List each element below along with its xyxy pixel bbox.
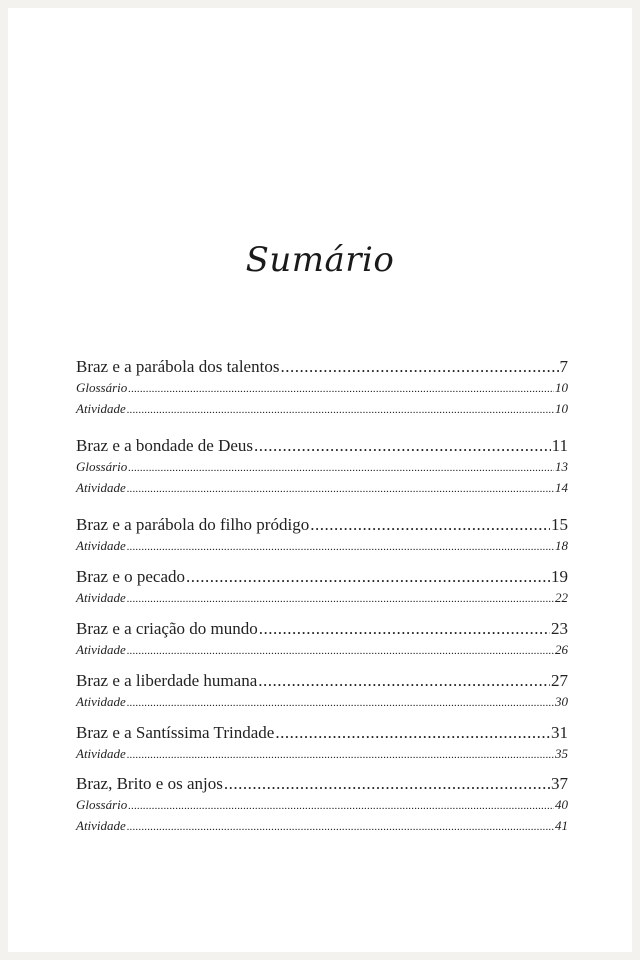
- toc-chapter-entry-label: Braz e a Santíssima Trindade: [76, 723, 275, 742]
- toc-sub-entry-page-number: 41: [555, 818, 568, 833]
- toc-sub-entry: [76, 458, 568, 476]
- dot-leader: [127, 693, 554, 712]
- toc-sub-entry-page-number: 26: [555, 642, 568, 657]
- dot-leader: [254, 435, 551, 457]
- toc-chapter-entry-label: Braz, Brito e os anjos: [76, 774, 223, 793]
- toc-sub-entry-page-number: 30: [555, 694, 568, 709]
- toc-sub-entry-page-number: 40: [555, 797, 568, 812]
- toc-chapter-entry-label: Braz e a bondade de Deus: [76, 436, 254, 455]
- toc-sub-entry-label: Atividade: [76, 818, 126, 833]
- toc-sub-entry-page-number: 14: [555, 480, 568, 495]
- toc-chapter-entry-label: Braz e a criação do mundo: [76, 619, 258, 638]
- toc-sub-entry-label: Atividade: [76, 590, 126, 605]
- dot-leader: [224, 773, 550, 795]
- toc-chapter-entry-label: Braz e a parábola do filho pródigo: [76, 515, 310, 534]
- dot-leader: [310, 514, 550, 536]
- dot-leader: [127, 479, 554, 498]
- dot-leader: [128, 458, 554, 477]
- dot-leader: [259, 618, 550, 640]
- toc-chapter-entry-page-number: 7: [559, 357, 568, 376]
- dot-leader: [258, 670, 550, 692]
- toc-sub-entry: [76, 589, 568, 607]
- toc-chapter-entry: [76, 566, 568, 588]
- dot-leader: [275, 722, 550, 744]
- toc-chapter-entry: [76, 618, 568, 640]
- toc-sub-entry: [76, 400, 568, 418]
- toc-sub-entry: [76, 641, 568, 659]
- toc-chapter-entry-page-number: 11: [551, 436, 568, 455]
- toc-sub-entry-label: Glossário: [76, 380, 128, 395]
- toc-sub-entry-label: Atividade: [76, 642, 126, 657]
- toc-chapter-entry-page-number: 31: [551, 723, 568, 742]
- toc-chapter-entry: [76, 435, 568, 457]
- toc-sub-entry-page-number: 10: [555, 380, 568, 395]
- toc-chapter-entry: [76, 514, 568, 536]
- toc-sub-entry-label: Atividade: [76, 694, 126, 709]
- toc-sub-entry-label: Atividade: [76, 538, 126, 553]
- toc-chapter-entry-label: Braz e a parábola dos talentos: [76, 357, 280, 376]
- toc-sub-entry-page-number: 13: [555, 459, 568, 474]
- toc-sub-entry-label: Atividade: [76, 401, 126, 416]
- toc-sub-entry: [76, 745, 568, 763]
- toc-sub-entry: [76, 693, 568, 711]
- dot-leader: [127, 817, 554, 836]
- dot-leader: [127, 589, 554, 608]
- toc-chapter-entry-label: Braz e o pecado: [76, 567, 186, 586]
- toc-chapter-entry: [76, 773, 568, 795]
- dot-leader: [127, 400, 554, 419]
- dot-leader: [127, 641, 554, 660]
- toc-sub-entry-page-number: 10: [555, 401, 568, 416]
- toc-sub-entry-label: Glossário: [76, 797, 128, 812]
- toc-chapter-entry-page-number: 19: [551, 567, 568, 586]
- toc-sub-entry: [76, 796, 568, 814]
- toc-chapter-entry-page-number: 23: [551, 619, 568, 638]
- dot-leader: [127, 537, 554, 556]
- toc-chapter-entry-page-number: 27: [551, 671, 568, 690]
- toc-sub-entry: [76, 537, 568, 555]
- toc-sub-entry: [76, 817, 568, 835]
- toc-chapter-entry: [76, 722, 568, 744]
- page-title: Sumário: [245, 240, 395, 280]
- dot-leader: [186, 566, 550, 588]
- toc-chapter-entry-label: Braz e a liberdade humana: [76, 671, 258, 690]
- toc-chapter-entry: [76, 670, 568, 692]
- toc-chapter-entry-page-number: 37: [551, 774, 568, 793]
- toc-sub-entry-page-number: 35: [555, 746, 568, 761]
- dot-leader: [128, 796, 554, 815]
- toc-sub-entry: [76, 379, 568, 397]
- toc-sub-entry-label: Atividade: [76, 746, 126, 761]
- toc-sub-entry-page-number: 18: [555, 538, 568, 553]
- dot-leader: [280, 356, 558, 378]
- toc-sub-entry-label: Glossário: [76, 459, 128, 474]
- dot-leader: [127, 745, 554, 764]
- toc-sub-entry-label: Atividade: [76, 480, 126, 495]
- toc-chapter-entry-page-number: 15: [551, 515, 568, 534]
- toc-chapter-entry: [76, 356, 568, 378]
- toc-sub-entry-page-number: 22: [555, 590, 568, 605]
- dot-leader: [128, 379, 554, 398]
- toc-sub-entry: [76, 479, 568, 497]
